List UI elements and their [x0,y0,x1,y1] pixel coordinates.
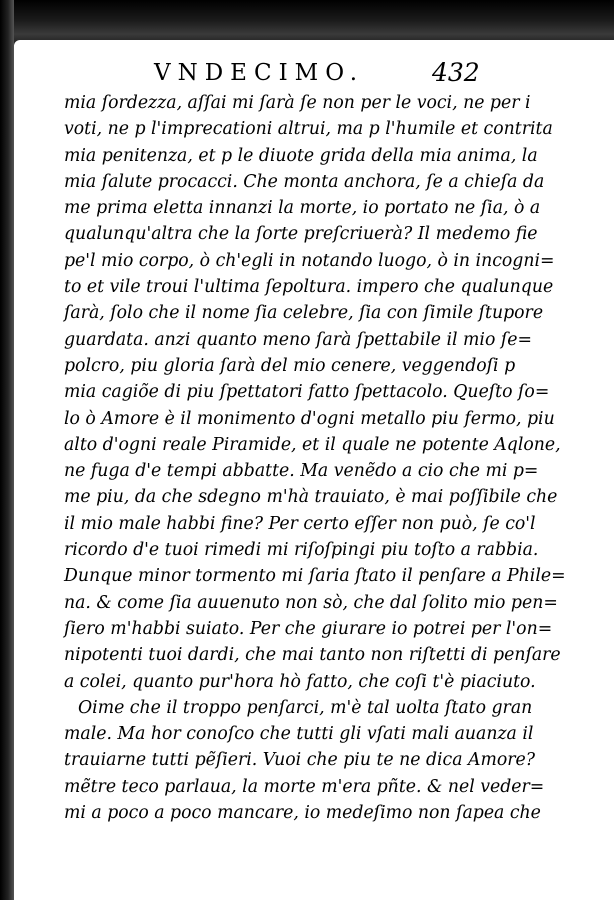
text-line: to et vile troui l'ultima ſepoltura. impero che qualunque [64,277,554,298]
text-line: qualunqu'altra che la ſorte preſcriuerà? Il medemo fie [64,224,538,245]
text-line: ricordo d'e tuoi rimedi mi riſoſpingi piu toſto a rabbia. [64,540,539,561]
book-page [14,40,614,900]
text-line: mia ſordezza, aſſai mi ſarà ſe non per le voci, ne per i [64,93,531,113]
text-line: alto d'ogni reale Piramide, et il quale ne potente Aqlone, [64,434,561,455]
text-line: nipotenti tuoi dardi, che mai tanto non riſtetti di penſare [64,645,561,666]
text-line: voti, ne p l'imprecationi altrui, ma p l'humile et contrita [64,119,553,140]
text-line: me piu, da che sdegno m'hà trauiato, è mai poſſibile che [64,487,558,508]
text-line: mi a poco a poco mancare, io medeſimo non ſapea che [64,803,541,824]
text-line: lo ò Amore è il monimento d'ogni metallo piu fermo, piu [64,408,555,429]
text-line: il mio male habbi fine? Per certo eſſer non può, ſe co'l [64,513,536,534]
text-line: Oime che il troppo penſarci, m'è tal uolta ſtato gran [78,697,533,718]
text-line: guardata. anzi quanto meno ſarà ſpettabile il mio ſe= [64,329,532,350]
text-line: Dunque minor tormento mi ſaria ſtato il penſare a Phile= [64,566,566,587]
text-line: trauiarne tutti pẽſieri. Vuoi che piu te ne dica Amore? [64,750,536,771]
text-line: mẽtre teco parlaua, la morte m'era pñte. & nel veder= [64,776,545,797]
text-line: ſarà, ſolo che il nome ſia celebre, ſia con ſimile ſtupore [64,303,544,324]
text-line: mia cagiõe di piu ſpettatori fatto ſpettacolo. Queſto ſo= [64,382,550,403]
text-line: ſiero m'habbi suiato. Per che giurare io potrei per l'on= [64,618,553,639]
text-line: a colei, quanto pur'hora hò fatto, che coſi t'è piaciuto. [64,671,536,692]
text-line: na. & come ſia auuenuto non sò, che dal ſolito mio pen= [64,592,558,613]
text-line: mia ſalute procacci. Che monta anchora, ſe a chieſa da [64,171,545,192]
running-title: VNDECIMO. [154,60,365,86]
text-line: me prima eletta innanzi la morte, io portato ne ſia, ò a [64,198,541,219]
text-line: mia penitenza, et p le diuote grida della mia anima, la [64,145,538,166]
text-line: pe'l mio corpo, ò ch'egli in notando luogo, ò in incogni= [64,250,555,271]
text-line: polcro, piu gloria ſarà del mio cenere, veggendoſi p [64,355,516,376]
text-line: male. Ma hor conoſco che tutti gli vſati mali auanza il [64,724,534,745]
scan-dark-border-left [0,0,14,900]
page-number: 432 [432,58,480,87]
text-line: ne fuga d'e tempi abbatte. Ma venẽdo a cio che mi p= [64,461,539,482]
body-text [64,90,609,826]
